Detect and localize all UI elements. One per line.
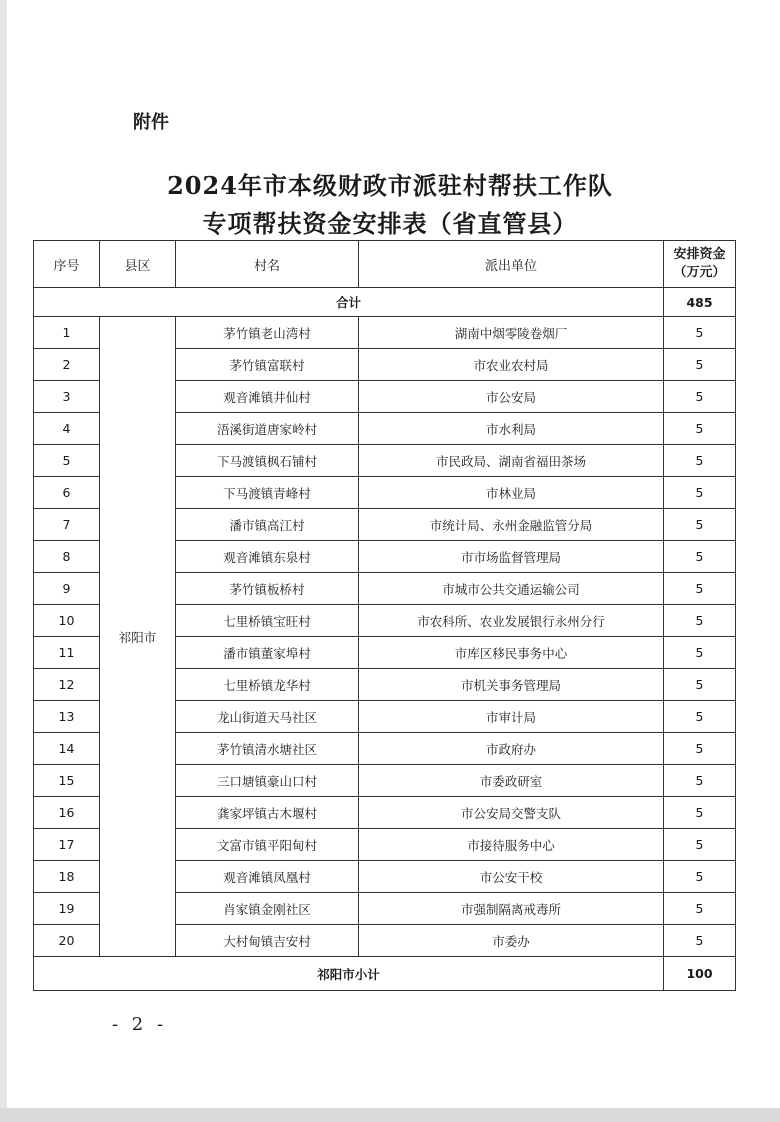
cell-seq: 9 [34,573,100,605]
cell-unit: 市委办 [359,925,664,957]
subtotal-row [34,957,736,991]
header-fund [664,241,736,288]
cell-unit: 市农业农村局 [359,349,664,381]
document-title-line-1: 2024年市本级财政市派驻村帮扶工作队 [167,171,613,200]
cell-village: 浯溪街道唐家岭村 [176,413,359,445]
cell-unit: 市委政研室 [359,765,664,797]
table-row [34,317,736,349]
cell-fund: 5 [664,637,736,669]
cell-village: 潘市镇董家埠村 [176,637,359,669]
cell-fund: 5 [664,733,736,765]
cell-fund: 5 [664,925,736,957]
cell-unit: 市公安干校 [359,861,664,893]
cell-fund: 5 [664,861,736,893]
cell-seq: 19 [34,893,100,925]
cell-seq: 11 [34,637,100,669]
cell-fund: 5 [664,445,736,477]
cell-village: 潘市镇高江村 [176,509,359,541]
cell-fund: 5 [664,541,736,573]
cell-village: 文富市镇平阳甸村 [176,829,359,861]
header-county: 县区 [100,241,176,288]
cell-fund: 5 [664,797,736,829]
cell-seq: 1 [34,317,100,349]
table-header-row [34,241,736,288]
cell-seq: 12 [34,669,100,701]
subtotal-value: 100 [664,957,736,991]
cell-fund: 5 [664,701,736,733]
cell-unit: 市强制隔离戒毒所 [359,893,664,925]
total-value: 485 [664,288,736,317]
cell-fund: 5 [664,893,736,925]
cell-village: 下马渡镇青峰村 [176,477,359,509]
cell-village: 观音滩镇东泉村 [176,541,359,573]
cell-village: 龚家坪镇古木堰村 [176,797,359,829]
cell-unit: 市市场监督管理局 [359,541,664,573]
cell-unit: 市政府办 [359,733,664,765]
cell-fund: 5 [664,477,736,509]
cell-fund: 5 [664,829,736,861]
cell-unit: 市林业局 [359,477,664,509]
page-number: - 2 - [112,1014,168,1035]
subtotal-label: 祁阳市小计 [34,957,664,991]
cell-village: 茅竹镇清水塘社区 [176,733,359,765]
cell-village: 七里桥镇宝旺村 [176,605,359,637]
cell-seq: 6 [34,477,100,509]
cell-unit: 市农科所、农业发展银行永州分行 [359,605,664,637]
cell-fund: 5 [664,605,736,637]
cell-village: 观音滩镇凤凰村 [176,861,359,893]
cell-unit: 市民政局、湖南省福田茶场 [359,445,664,477]
cell-fund: 5 [664,381,736,413]
cell-unit: 市水利局 [359,413,664,445]
cell-unit: 市库区移民事务中心 [359,637,664,669]
header-village: 村名 [176,241,359,288]
cell-seq: 16 [34,797,100,829]
cell-fund: 5 [664,573,736,605]
cell-seq: 4 [34,413,100,445]
header-unit: 派出单位 [359,241,664,288]
cell-fund: 5 [664,413,736,445]
header-fund-line-2: （万元） [673,265,726,280]
cell-seq: 15 [34,765,100,797]
cell-seq: 5 [34,445,100,477]
cell-village: 观音滩镇井仙村 [176,381,359,413]
cell-unit: 市公安局交警支队 [359,797,664,829]
cell-unit: 市统计局、永州金融监管分局 [359,509,664,541]
cell-unit: 市接待服务中心 [359,829,664,861]
total-label: 合计 [34,288,664,317]
cell-unit: 湖南中烟零陵卷烟厂 [359,317,664,349]
document-title-line-2: 专项帮扶资金安排表（省直管县） [202,209,578,238]
cell-seq: 13 [34,701,100,733]
cell-unit: 市城市公共交通运输公司 [359,573,664,605]
cell-seq: 10 [34,605,100,637]
cell-seq: 7 [34,509,100,541]
cell-seq: 8 [34,541,100,573]
cell-seq: 14 [34,733,100,765]
cell-unit: 市机关事务管理局 [359,669,664,701]
cell-unit: 市公安局 [359,381,664,413]
scan-edge [0,1108,780,1122]
cell-fund: 5 [664,349,736,381]
cell-village: 茅竹镇老山湾村 [176,317,359,349]
fund-allocation-table [33,240,736,991]
cell-village: 茅竹镇富联村 [176,349,359,381]
cell-village: 茅竹镇板桥村 [176,573,359,605]
attachment-label: 附件 [133,112,169,133]
cell-seq: 17 [34,829,100,861]
cell-village: 七里桥镇龙华村 [176,669,359,701]
cell-seq: 2 [34,349,100,381]
cell-seq: 3 [34,381,100,413]
total-row [34,288,736,317]
cell-fund: 5 [664,765,736,797]
cell-county: 祁阳市 [100,317,176,957]
cell-village: 下马渡镇枫石铺村 [176,445,359,477]
cell-fund: 5 [664,509,736,541]
cell-seq: 18 [34,861,100,893]
cell-village: 三口塘镇豪山口村 [176,765,359,797]
cell-seq: 20 [34,925,100,957]
cell-village: 龙山街道天马社区 [176,701,359,733]
cell-unit: 市审计局 [359,701,664,733]
cell-fund: 5 [664,669,736,701]
header-fund-line-1: 安排资金 [673,247,726,262]
header-seq: 序号 [34,241,100,288]
cell-fund: 5 [664,317,736,349]
cell-village: 大村甸镇吉安村 [176,925,359,957]
cell-village: 肖家镇金刚社区 [176,893,359,925]
